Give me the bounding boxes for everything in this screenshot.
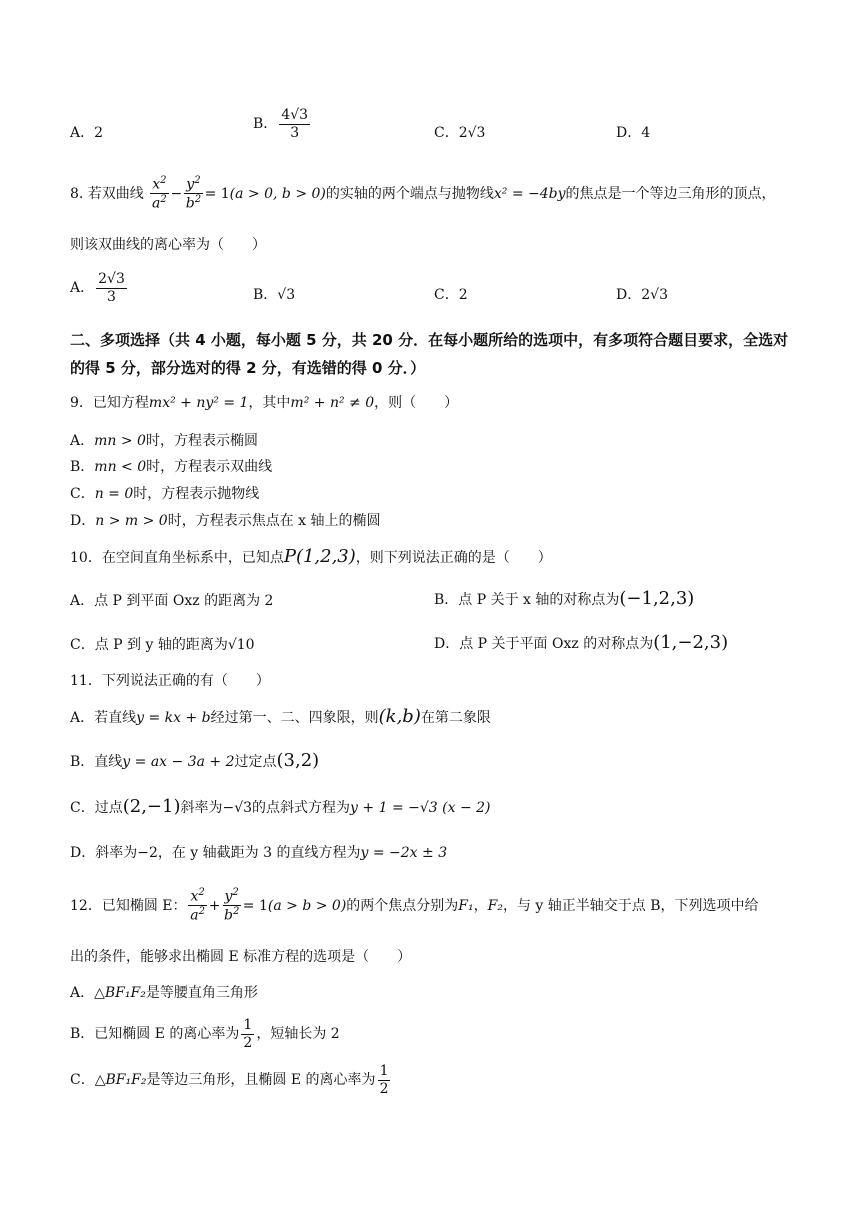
q8-option-a: A． $\frac{2√3}{3}$ bbox=[70, 271, 125, 305]
q7-options bbox=[70, 107, 800, 148]
q9-option-b: B．mn < 0时，方程表示双曲线 bbox=[70, 459, 273, 475]
q12-option-a: A．△BF₁F₂是等腰直角三角形 bbox=[70, 985, 258, 1001]
q9-stem: 9．已知方程mx² + ny² = 1，其中m² + n² ≠ 0，则（ ） bbox=[70, 395, 459, 411]
q10-row2 bbox=[70, 634, 800, 658]
q11-option-d: D．斜率为−2，在 y 轴截距为 3 的直线方程为y = −2x ± 3 bbox=[70, 845, 448, 861]
q10-stem: 10．在空间直角坐标系中，已知点P(1,2,3)，则下列说法正确的是（ ） bbox=[70, 546, 552, 567]
q8-option-d: D．2√3 bbox=[616, 287, 668, 303]
section-2-heading: 二、多项选择（共 4 小题，每小题 5 分，共 20 分．在每小题所给的选项中，有多项符合题目要求，全选对的得 5 分，部分选对的得 2 分，有选错的得 0 分．） bbox=[70, 331, 789, 377]
q9-option-d: D．n > m > 0时，方程表示焦点在 x 轴上的椭圆 bbox=[70, 513, 381, 529]
q11-stem: 11．下列说法正确的有（ ） bbox=[70, 673, 270, 689]
q8-option-c: C．2 bbox=[434, 287, 468, 303]
q12-stem-line2: 出的条件，能够求出椭圆 E 标准方程的选项是（ ） bbox=[70, 949, 412, 965]
q8-stem-line2: 则该双曲线的离心率为（ ） bbox=[70, 237, 266, 253]
q7-option-b: B． $\frac{4√3}{3}$ bbox=[253, 107, 309, 141]
q11-option-b: B．直线y = ax − 3a + 2过定点(3,2) bbox=[70, 750, 320, 771]
q8-frac-y: $\frac{y^2}{b^2}$ bbox=[185, 175, 202, 212]
q10-option-d: D．点 P 关于平面 Oxz 的对称点为(1,−2,3) bbox=[434, 632, 729, 653]
q10-row1 bbox=[70, 590, 800, 614]
q9-option-a: A．mn > 0时，方程表示椭圆 bbox=[70, 433, 258, 449]
q10-option-a: A．点 P 到平面 Oxz 的距离为 2 bbox=[70, 593, 274, 609]
q11-option-a: A．若直线y = kx + b经过第一、二、四象限，则(k,b)在第二象限 bbox=[70, 706, 491, 727]
q12-option-c: C．△BF₁F₂是等边三角形，且椭圆 E 的离心率为 $\frac{1}{2}$ bbox=[70, 1063, 389, 1097]
q7-option-d: D．4 bbox=[616, 125, 651, 141]
q10-option-b: B．点 P 关于 x 轴的对称点为(−1,2,3) bbox=[434, 588, 695, 609]
q7-option-c: C．2√3 bbox=[434, 125, 486, 141]
q10-option-c: C．点 P 到 y 轴的距离为√10 bbox=[70, 637, 255, 653]
q12-option-b: B．已知椭圆 E 的离心率为 $\frac{1}{2}$ ，短轴长为 2 bbox=[70, 1017, 340, 1051]
q8-stem: 8. 若双曲线 $\frac{x^2}{a^2}$ − $\frac{y^2}{b^2}$ = 1(a > 0, b > 0)的实轴的两个端点与抛物线x² = −4by的焦点是一个等边三角形的顶点， bbox=[70, 175, 776, 212]
q8-option-b: B．√3 bbox=[253, 287, 296, 303]
q7-option-a: A．2 bbox=[70, 125, 104, 141]
q12-frac-y: $\frac{y^2}{b^2}$ bbox=[223, 887, 240, 924]
q8-options bbox=[70, 271, 800, 308]
q8-frac-x: $\frac{x^2}{a^2}$ bbox=[152, 175, 167, 212]
q9-option-c: C．n = 0时，方程表示抛物线 bbox=[70, 486, 260, 502]
q12-frac-x: $\frac{x^2}{a^2}$ bbox=[190, 887, 205, 924]
q11-option-c: C．过点(2,−1)斜率为−√3的点斜式方程为y + 1 = −√3 (x − 2) bbox=[70, 796, 491, 817]
q12-stem: 12．已知椭圆 E： $\frac{x^2}{a^2}$ + $\frac{y^2}{b^2}$ = 1(a > b > 0)的两个焦点分别为F₁，F₂，与 y 轴正半轴交于点 B，下列选项中给 bbox=[70, 887, 759, 924]
